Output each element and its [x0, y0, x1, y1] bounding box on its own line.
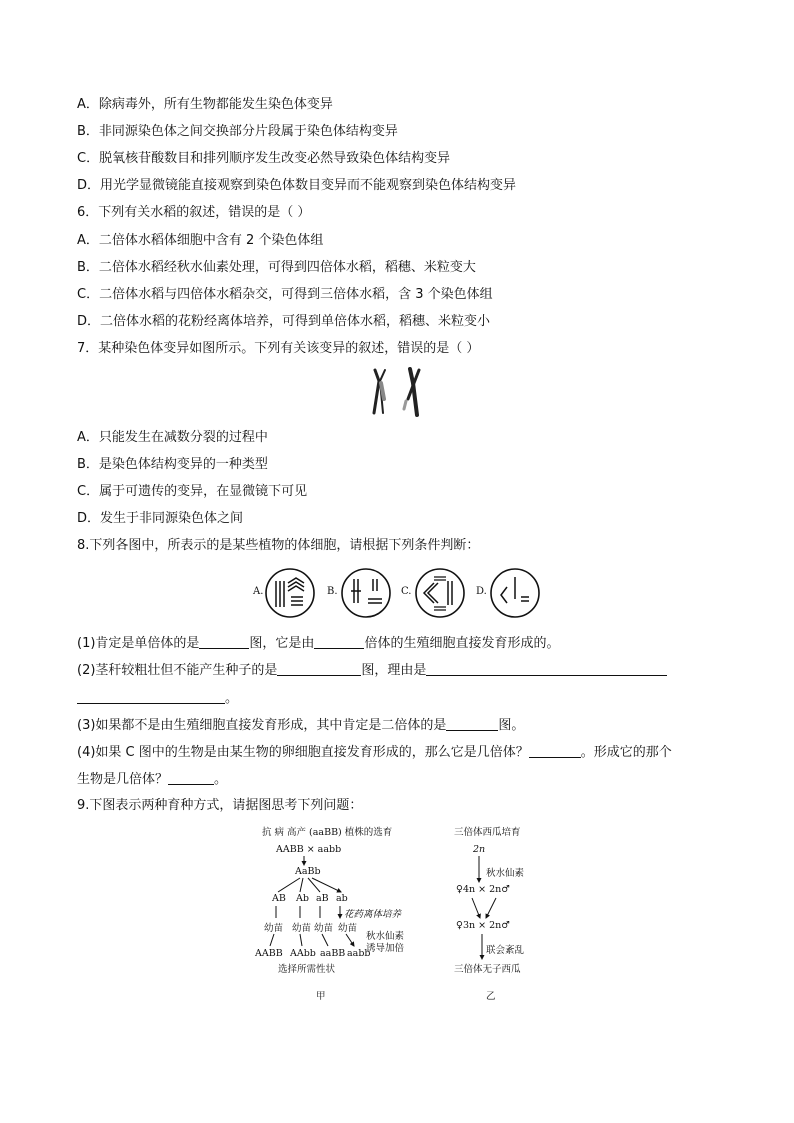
q5-option-d: D．用光学显微镜能直接观察到染色体数目变异而不能观察到染色体结构变异 — [77, 178, 517, 193]
answer-blank-4[interactable] — [426, 662, 667, 676]
jia-step-anther-culture: 花药离体培养 — [344, 909, 402, 920]
yi-start: 2n — [473, 844, 486, 855]
q8-part3: (3)如果都不是由生殖细胞直接发育形成，其中肯定是二倍体的是 图。 — [77, 718, 525, 733]
answer-blank-8[interactable] — [168, 771, 214, 785]
q5-option-b: B．非同源染色体之间交换部分片段属于染色体结构变异 — [77, 124, 398, 139]
jia-genotype-3: aaBB — [320, 948, 346, 959]
jia-step-doubling: 诱导加倍 — [366, 943, 405, 954]
chromosome-left-1 — [374, 370, 379, 413]
q5-option-a: A．除病毒外，所有生物都能发生染色体变异 — [77, 97, 333, 112]
q7-stem: 7．某种染色体变异如图所示。下列有关该变异的叙述，错误的是（ ） — [77, 341, 480, 356]
cell-diagrams — [250, 566, 550, 620]
jia-title: 抗 病 高产 (aaBB) 植株的选育 — [262, 827, 393, 838]
jia-genotype-1: AABB — [255, 948, 283, 959]
yi-result: 三倍体无子西瓜 — [454, 964, 521, 975]
yi-cross-2: ♀3n × 2n♂ — [456, 920, 510, 931]
q7-option-d: D．发生于非同源染色体之间 — [77, 511, 244, 526]
jia-label: 甲 — [316, 991, 326, 1002]
jia-gamete-3: aB — [316, 893, 329, 904]
q8-stem: 8.下列各图中，所表示的是某些植物的体细胞，请根据下列条件判断： — [77, 538, 480, 553]
q7-option-b: B．是染色体结构变异的一种类型 — [77, 457, 268, 472]
breeding-diagram-jia — [248, 822, 420, 1002]
cell-b — [340, 567, 392, 619]
jia-gamete-1: AB — [272, 893, 286, 904]
q8-part2-continued: 。 — [77, 690, 238, 707]
answer-blank-2[interactable] — [314, 635, 364, 649]
jia-genotype-4: aabb — [347, 948, 371, 959]
jia-seedling-2: 幼苗 — [292, 923, 312, 934]
cell-c — [414, 567, 466, 619]
q8-part4-continued: 生物是几倍体？ 。 — [77, 772, 228, 787]
answer-blank-6[interactable] — [446, 717, 498, 731]
yi-label: 乙 — [486, 991, 496, 1002]
jia-select: 选择所需性状 — [278, 964, 336, 975]
jia-genotype-2: AAbb — [290, 948, 316, 959]
chromosome-translocation-figure — [366, 367, 426, 419]
cell-label-a: A. — [253, 586, 264, 597]
cell-label-d: D. — [476, 586, 487, 597]
yi-step-colchicine: 秋水仙素 — [486, 868, 525, 879]
answer-blank-1[interactable] — [199, 635, 249, 649]
q7-option-c: C．属于可遗传的变异，在显微镜下可见 — [77, 484, 308, 499]
q9-stem: 9.下图表示两种育种方式，请据图思考下列问题： — [77, 798, 363, 813]
q6-option-c: C．二倍体水稻与四倍体水稻杂交，可得到三倍体水稻，含 3 个染色体组 — [77, 287, 493, 302]
q6-option-a: A．二倍体水稻体细胞中含有 2 个染色体组 — [77, 233, 324, 248]
jia-arrows — [248, 822, 420, 1002]
cell-label-c: C. — [401, 586, 412, 597]
answer-blank-7[interactable] — [529, 744, 581, 758]
yi-arrows — [446, 822, 556, 1002]
yi-cross-1: ♀4n × 2n♂ — [456, 884, 510, 895]
q8-part2: (2)茎秆较粗壮但不能产生种子的是 图，理由是 — [77, 662, 667, 679]
q6-option-d: D．二倍体水稻的花粉经离体培养，可得到单倍体水稻，稻穗、米粒变小 — [77, 314, 491, 329]
breeding-diagram-yi — [446, 822, 556, 1002]
cell-label-b: B. — [327, 586, 338, 597]
jia-seedling-4: 幼苗 — [338, 923, 358, 934]
q8-part1: (1)肯定是单倍体的是 图，它是由 倍体的生殖细胞直接发育形成的。 — [77, 636, 560, 651]
answer-blank-5[interactable] — [77, 690, 225, 704]
yi-step-synapsis: 联会紊乱 — [486, 945, 525, 956]
q5-option-c: C．脱氧核苷酸数目和排列顺序发生改变必然导致染色体结构变异 — [77, 151, 451, 166]
jia-seedling-1: 幼苗 — [264, 923, 284, 934]
jia-f1: AaBb — [295, 866, 321, 877]
cell-a — [264, 567, 316, 619]
jia-seedling-3: 幼苗 — [314, 923, 334, 934]
q6-option-b: B．二倍体水稻经秋水仙素处理，可得到四倍体水稻，稻穗、米粒变大 — [77, 260, 476, 275]
jia-parental-cross: AABB × aabb — [276, 844, 342, 855]
q8-part4: (4)如果 C 图中的生物是由某生物的卵细胞直接发育形成的，那么它是几倍体？ 。形成它的那个 — [77, 745, 672, 760]
answer-blank-3[interactable] — [277, 662, 361, 676]
jia-gamete-4: ab — [336, 893, 348, 904]
cell-d — [489, 567, 541, 619]
q7-option-a: A．只能发生在减数分裂的过程中 — [77, 430, 268, 445]
jia-step-colchicine: 秋水仙素 — [366, 931, 405, 942]
jia-gamete-2: Ab — [296, 893, 309, 904]
q6-stem: 6．下列有关水稻的叙述，错误的是（ ） — [77, 205, 311, 220]
yi-title: 三倍体西瓜培育 — [454, 827, 521, 838]
